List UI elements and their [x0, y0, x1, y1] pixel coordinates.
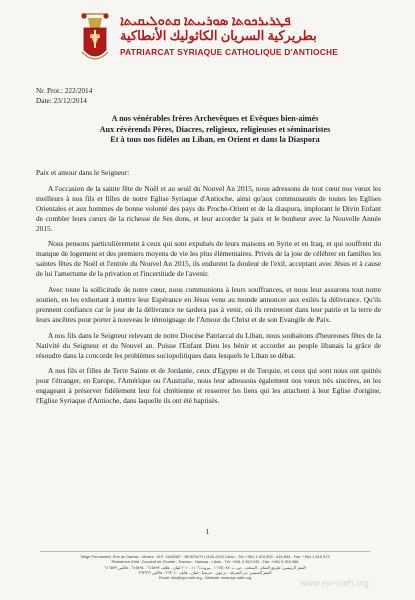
- letterhead-syriac-title: ܦܛܪܝܪܟܘܬܐ ܣܘܪܝܝܬܐ ܩܬܘܠܝܩܝܬܐ: [120, 13, 291, 28]
- footer-contact-line: Email: info@syr-cath.org - Website: www.syr-cath.org: [158, 575, 252, 581]
- addressee-line: Et à tous nos fidèles au Liban, en Orient et dans la Diaspora: [110, 135, 320, 145]
- footer-address-line: Résidence d'été: Couvent de Charfet - Daroun - Harissa - Liban - Tél: +961 9 263 040 - Fax: +961 9 263 966: [111, 559, 299, 565]
- addressee-block: [50, 114, 380, 146]
- page-number: 1: [205, 527, 210, 536]
- footer-address-line-arabic: المقر الرئيسي: طريق الشام - المتحف - ص.ب. ١١٦/٥٠٨٧ - بيروت ١١٠٦-٢٠١٠ لبنان - هاتف ٦١٥٨٩٢ - ٦١٥٨٩٤ - فاكس ٦١٦٥٧٣: [104, 564, 306, 570]
- body-paragraph: Nous pensons particulièrement à ceux qui sont expulsés de leurs maisons en Syrie et en Iraq, et qui souffrent du manque de logement et des premiers moyens de vie les plus élémentaires. Privés de la joie de célébrer en familles les saintes fêtes de Noël et l'entrée du Nouvel An 2015, ils endurent la douleur de l'exil, acceptant avec Jésus et à cause de lui l'amertume de la privation et l'incertitude de l'avenir.: [36, 239, 381, 279]
- addressee-line: A nos vénérables frères Archevêques et Evêques bien-aimés: [111, 114, 319, 123]
- protocol-number: Nr. Prot.: 222/2014: [36, 86, 93, 95]
- body-paragraph: A nos fils dans le Seigneur relevant de notre Diocèse Patriarcal du Liban, nous souhaitons d'heureuses fêtes de la Nativité du Seigneur et du Nouvel an. Puisse l'Enfant Dieu les bénir et accorder au peuple libanais la grâce de résoudre dans la concorde les problèmes sociopolitiques dans lesquels le Liban se débat.: [36, 330, 381, 360]
- greeting: Paix et amour dans le Seigneur:: [36, 168, 130, 177]
- patriarchal-crest-icon: [78, 12, 112, 66]
- letterhead-french-title: PATRIARCAT SYRIAQUE CATHOLIQUE D'ANTIOCHE: [120, 47, 339, 57]
- reference-block: [36, 86, 92, 106]
- letter-date: Date: 23/12/2014: [36, 96, 87, 105]
- body-paragraph: A l'occasion de la sainte fête de Noël et au seuil du Nouvel An 2015, nous adressons de tout cœur nos vœux les meilleurs à nos fils et filles de notre Eglise Syriaque d'Antioche, ainsi qu'aux communautés de toutes les Eglises Orientales et aux hommes de bonne volonté des pays du Proche-Orient et de la diaspora, implorant le Divin Enfant de combler leurs cœurs de la richesse de Ses dons, et leur accorder la paix et le bonheur avec la Nouvelle Année 2015.: [36, 183, 381, 233]
- website-watermark: www.syr-cath.org: [300, 578, 370, 588]
- letter-body: [36, 168, 381, 412]
- letterhead-footer: [40, 551, 370, 580]
- body-paragraph: A nos fils et filles de Terre Sainte et de Jordanie, ceux d'Egypte et de Turquie, et ceux qui sont nous ont quittés pour l'étranger, en Europe, l'Amérique ou l'Australie, nous leur adressons également nos vœux très sincères, en les engageant à préserver fidèlement leur foi chrétienne et resserrer les liens qui les attachent à leur Eglise d'origine, l'Eglise Syriaque d'Antioche, dans laquelle ils ont été baptisés.: [36, 366, 381, 406]
- addressee-line: Aux révérends Pères, Diacres, religieux, religieuses et séminaristes: [99, 124, 331, 134]
- footer-address-line: Siège Permanent: Rue de Damas - Musée - B.P. 116/5087 - BEIROUTH 1106-2010 Liban - Tél: +961 1 615 892 - 615 894 - Fax: +961 1 616 573: [80, 554, 330, 559]
- body-paragraph: Avec toute la sollicitude de notre cœur, nous communions à leurs souffrances, et nous leur assurons tout notre soutien, en les exhortant à mettre leur Espérance en Jésus venu au monde annoncer aux exilés la délivrance. Qu'ils prennent confiance car le jour de la délivrance ne tardera pas à venir, où ils rentreront dans leur patrie et la terre de leurs ancêtres pour porter à nouveau le témoignage de l'Amour du Christ et de son Evangile de Paix.: [36, 285, 381, 324]
- letterhead-arabic-title: بطريركية السريان الكاثوليك الأنطاكية: [120, 28, 317, 43]
- footer-address-line-arabic: المقر الصيفي: دير الشرفة - درعون - حريصا - لبنان - هاتف ٢٦٣٠٤٠ - فاكس ٢٦٣٩٦٦: [138, 569, 272, 575]
